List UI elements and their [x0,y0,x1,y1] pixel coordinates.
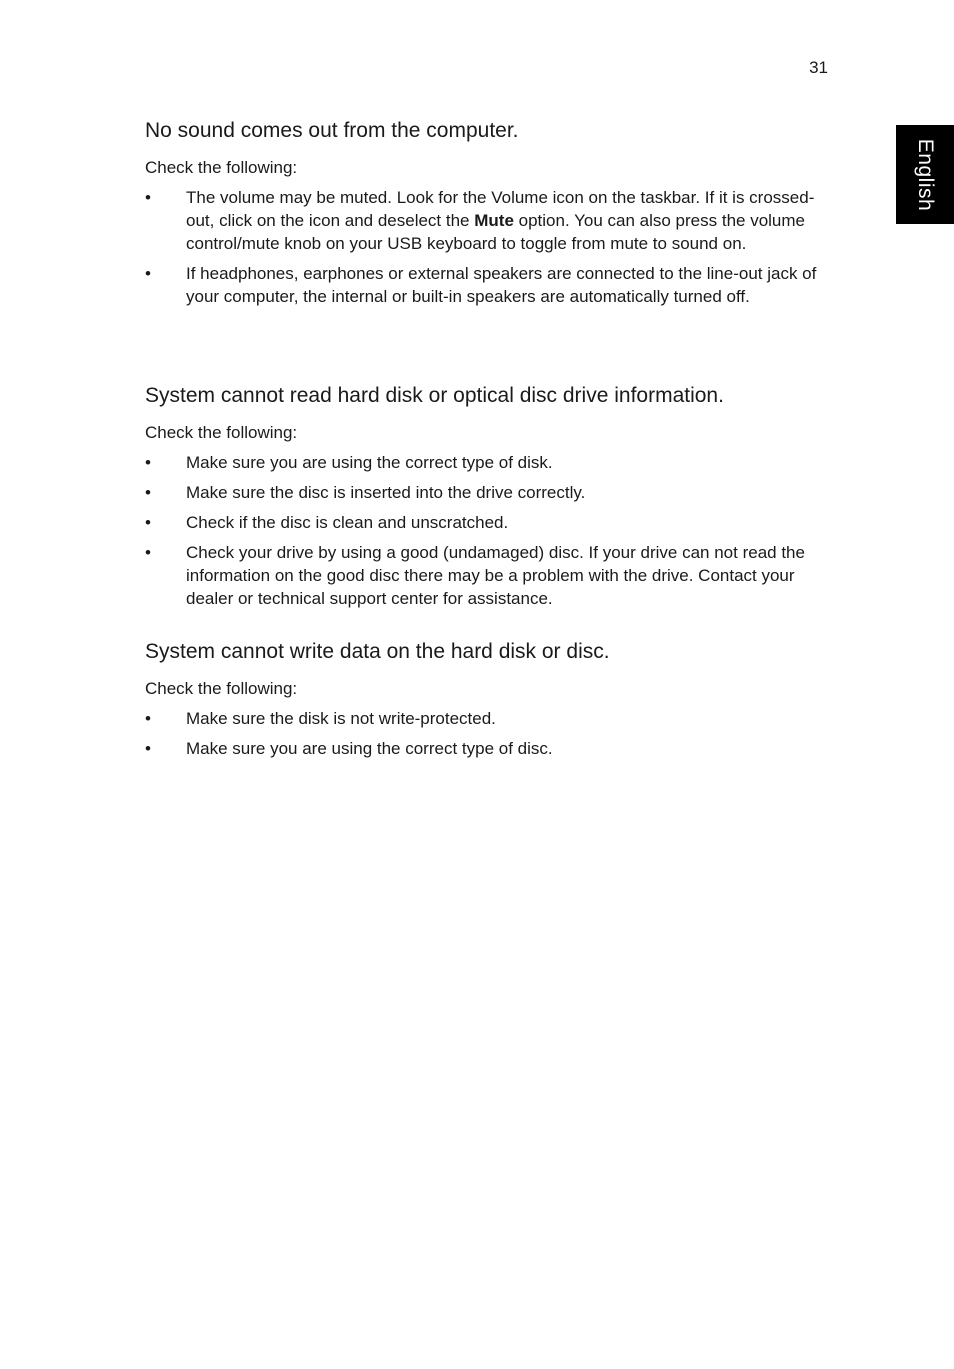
bullet-list [145,451,835,610]
page-number: 31 [809,58,828,77]
list-item [145,451,835,474]
bullet-icon: • [145,513,151,532]
list-item-text: option. You can also press the volume control/mute knob on your USB keyboard to toggle from mute to sound on. [186,211,806,253]
list-item-text: If headphones, earphones or external speakers are connected to the line-out jack of your computer, the internal or built-in speakers are automatically turned off. [186,264,817,306]
section-intro: Check the following: [145,158,298,177]
section-heading: System cannot read hard disk or optical disc drive information. [145,384,724,407]
bullet-icon: • [145,264,151,283]
bullet-list [145,186,835,308]
section-no-sound [145,118,835,308]
list-item [145,186,835,255]
mute-option-label: Mute [474,211,514,230]
language-tab-label: English [914,138,938,211]
list-item-text: Make sure the disc is inserted into the drive correctly. [186,483,586,502]
bullet-icon: • [145,483,151,502]
bullet-icon: • [145,453,151,472]
list-item [145,541,835,610]
list-item [145,737,835,760]
list-item [145,481,835,504]
list-item [145,262,835,308]
section-cannot-write [145,639,835,760]
list-item [145,511,835,534]
list-item [145,707,835,730]
bullet-icon: • [145,739,151,758]
list-item-text: Make sure you are using the correct type of disk. [186,453,553,472]
list-item-text: Make sure the disk is not write-protected. [186,709,496,728]
section-intro: Check the following: [145,679,298,698]
list-item-text: The volume may be muted. Look for the Volume icon on the taskbar. If it is crossed-out, click on the icon and deselect the [186,188,815,230]
list-item-text: Check if the disc is clean and unscratched. [186,513,509,532]
bullet-icon: • [145,543,151,562]
list-item-text: Check your drive by using a good (undamaged) disc. If your drive can not read the information on the good disc there may be a problem with the drive. Contact your dealer or technical support center for assistance. [186,543,805,608]
bullet-list [145,707,835,760]
bullet-icon: • [145,709,151,728]
list-item-text: Make sure you are using the correct type of disc. [186,739,553,758]
section-cannot-read [145,383,835,610]
bullet-icon: • [145,188,151,207]
language-tab [896,125,954,224]
section-heading: No sound comes out from the computer. [145,119,519,142]
section-intro: Check the following: [145,423,298,442]
section-heading: System cannot write data on the hard disk or disc. [145,640,610,663]
